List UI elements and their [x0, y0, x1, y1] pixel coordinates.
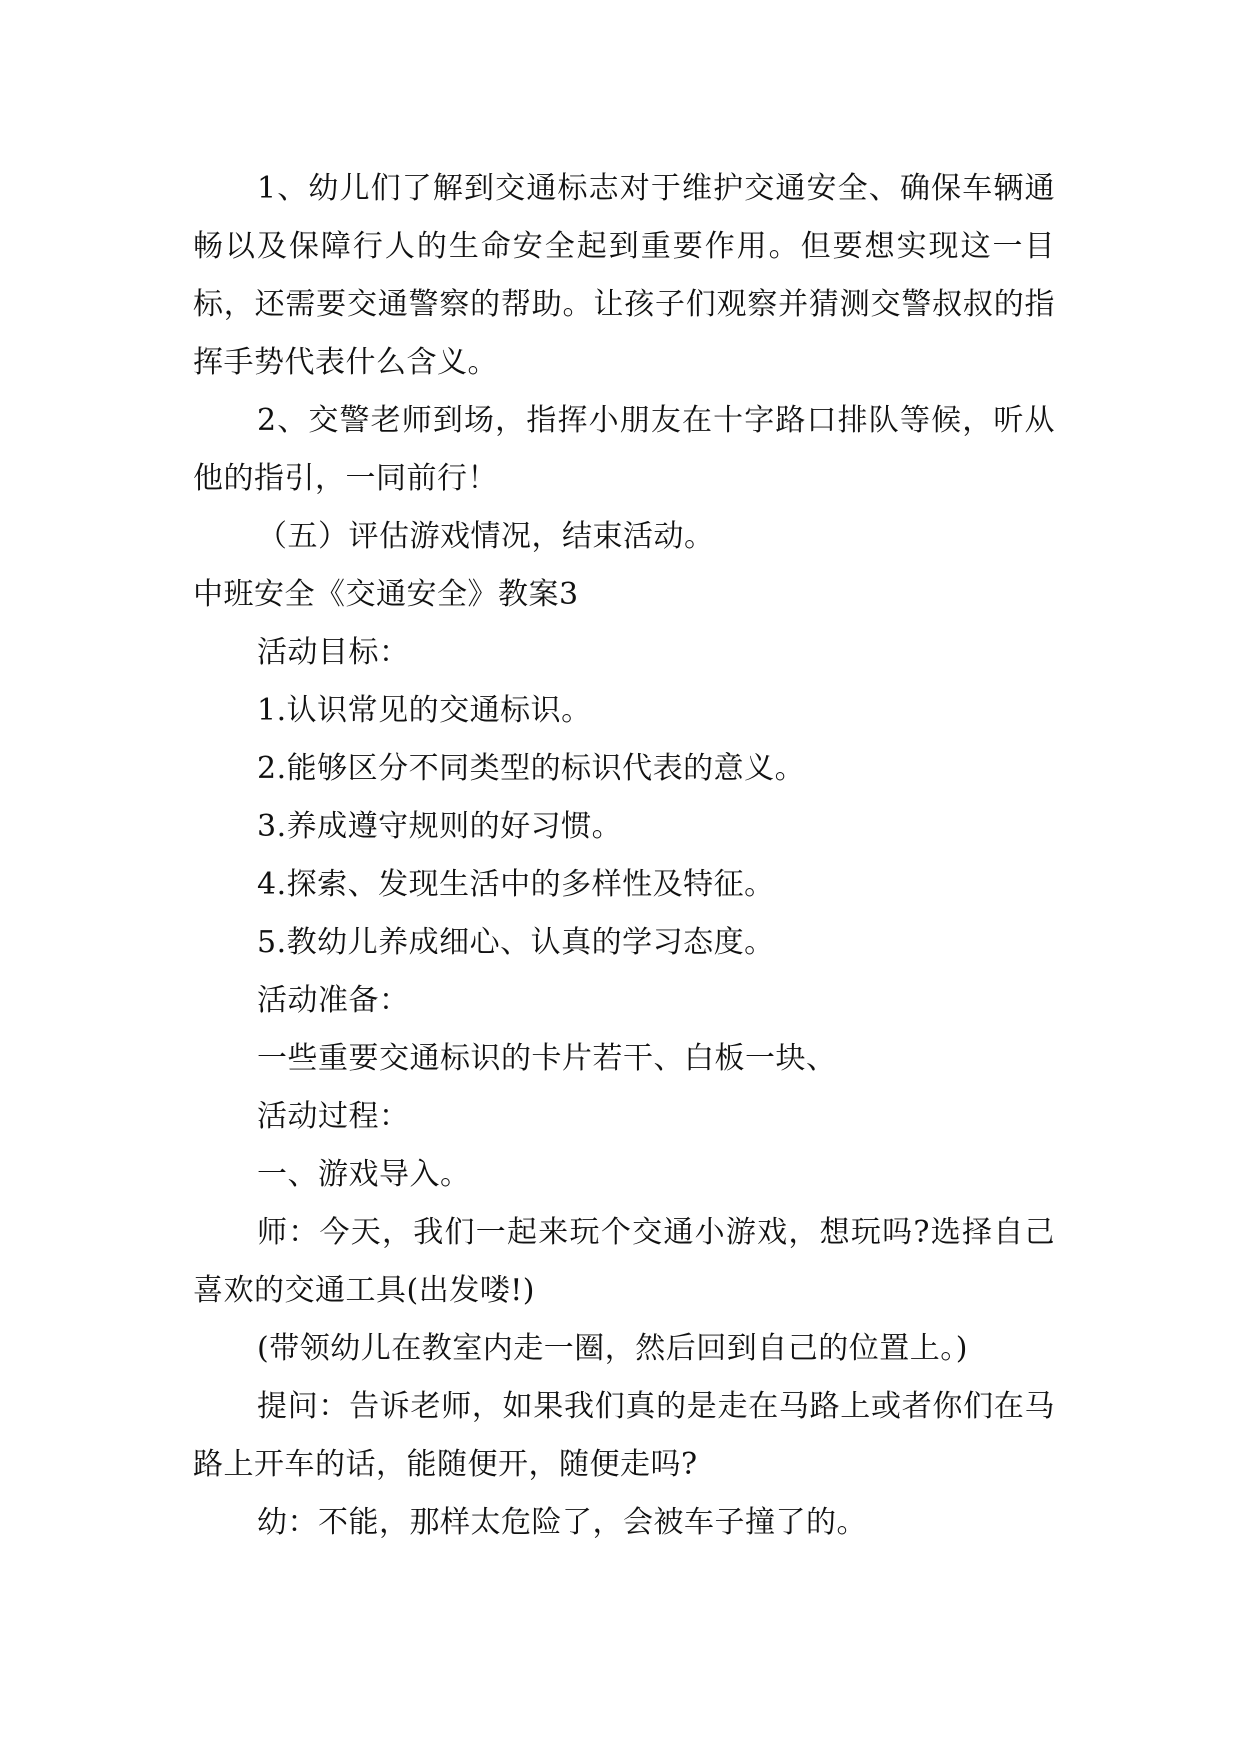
paragraph: 一、游戏导入。 [257, 1157, 471, 1192]
paragraph: 师：今天，我们一起来玩个交通小游戏，想玩吗?选择自己喜欢的交通工具(出发喽!) [193, 1215, 1055, 1308]
paragraph: 活动过程： [257, 1099, 410, 1134]
list-item: 2.能够区分不同类型的标识代表的意义。 [257, 751, 806, 786]
paragraph: 一些重要交通标识的卡片若干、白板一块、 [257, 1041, 837, 1076]
paragraph: 1、幼儿们了解到交通标志对于维护交通安全、确保车辆通畅以及保障行人的生命安全起到重要作用。但要想实现这一目标，还需要交通警察的帮助。让孩子们观察并猜测交警叔叔的指挥手势代表什么含义。 [193, 171, 1055, 380]
paragraph: (带领幼儿在教室内走一圈，然后回到自己的位置上。) [257, 1331, 968, 1366]
paragraph: （五）评估游戏情况，结束活动。 [257, 519, 715, 554]
list-item: 3.养成遵守规则的好习惯。 [257, 809, 623, 844]
paragraph: 提问：告诉老师，如果我们真的是走在马路上或者你们在马路上开车的话，能随便开，随便走吗? [193, 1389, 1055, 1482]
list-item: 1.认识常见的交通标识。 [257, 693, 592, 728]
paragraph: 2、交警老师到场，指挥小朋友在十字路口排队等候，听从他的指引，一同前行！ [193, 403, 1055, 496]
section-heading: 中班安全《交通安全》教案3 [193, 577, 579, 612]
document-body [193, 160, 1055, 1552]
list-item: 4.探索、发现生活中的多样性及特征。 [257, 867, 775, 902]
paragraph: 活动准备： [257, 983, 410, 1018]
list-item: 5.教幼儿养成细心、认真的学习态度。 [257, 925, 775, 960]
paragraph: 幼：不能，那样太危险了，会被车子撞了的。 [257, 1505, 867, 1540]
paragraph: 活动目标： [257, 635, 410, 670]
